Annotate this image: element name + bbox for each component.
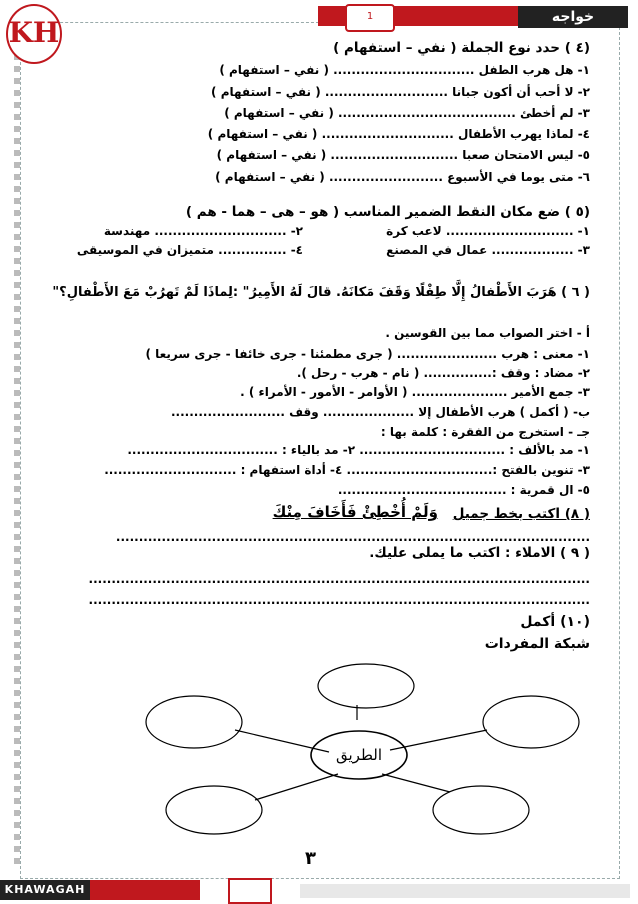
q6-a1: ١- معنى : هرب ...................... ( جرى مطمئنا - جرى خائفا - جرى سريعا ) (145, 347, 590, 361)
q4-title: (٤ ) حدد نوع الجملة ( نفي – استفهام ) (333, 40, 590, 56)
header-chip: 1 (345, 4, 395, 32)
q4-item: ٥- ليس الامتحان صعبا ............................ ( نفي – استفهام ) (216, 148, 590, 162)
q6-passage: ( ٦ ) هَرَبَ الأَطْفالُ إِلَّا طِفْلًا وَقَفَ مَكانَهُ. قالَ لَهُ الأَمِيرُ" :لِماذَا لَمْ تَهرُبْ مَعَ الأَطْفالِ؟" (52, 285, 590, 300)
brand-logo: KH (6, 4, 62, 64)
header-brand: خواجه (518, 6, 628, 28)
q6-a3: ٣- جمع الأمير ..................... ( الأوامر - الأمور - الأمراء ) . (240, 385, 590, 399)
q5-row2-right: ٣- .................. عمال في المصنع (386, 243, 590, 257)
q6-c1: ١- مد بالألف : ................................ ٢- مد بالياء : ................................. (127, 443, 590, 457)
web-bubble-top (318, 664, 414, 708)
q10-subtitle: شبكة المفردات (484, 636, 590, 652)
web-connector (235, 730, 329, 752)
q5-title: (٥ ) ضع مكان النقط الضمير المناسب ( هو – هى – هما - هم ) (185, 204, 590, 220)
q6-b: ب- ( أكمل ) هرب الأطفال إلا .................... وقف ......................... (171, 405, 590, 419)
web-bubble-right (483, 696, 579, 748)
footer-banner (90, 880, 200, 900)
footer-chip (228, 878, 272, 904)
q8-writing-line: ........................................................................................................ (115, 530, 590, 544)
q4-item: ٦- متى يوما في الأسبوع ......................... ( نفي – استفهام ) (215, 170, 590, 184)
q8-sentence: وَلَمْ أُخْطِئْ فَأَخَافَ مِنْكَ (272, 503, 438, 521)
q6-c2: ٣- تنوين بالفتح :................................ ٤- أداة استفهام : ............................. (104, 463, 590, 477)
q8-title: ( ٨) اكتب بخط جميل (452, 506, 590, 522)
q5-row1-right: ١- ............................ لاعب كرة (386, 224, 590, 238)
q6-c-title: جـ - استخرج من الفقرة : كلمة بها : (380, 425, 590, 439)
q6-c3: ٥- ال قمرية : ..................................... (337, 483, 590, 497)
web-bubble-bottom-right (433, 786, 529, 834)
q9-writing-line: .............................................................................................................. (88, 572, 590, 586)
web-connector (382, 774, 450, 792)
footer-strip (300, 884, 630, 898)
q10-title: (١٠) أكمل (520, 614, 590, 630)
q6-a2: ٢- مضاد : وقف :............... ( نام - هرب - رحل ). (296, 366, 590, 380)
q4-item: ١- هل هرب الطفل ............................... ( نفي – استفهام ) (219, 63, 590, 77)
web-bubble-left (146, 696, 242, 748)
q9-title: ( ٩ ) الاملاء : اكتب ما يملى عليك. (369, 545, 590, 561)
q6-a-title: أ - اختر الصواب مما بين القوسين . (385, 326, 590, 340)
web-bubble-bottom-left (166, 786, 262, 834)
web-center-word: الطريق (335, 746, 383, 764)
q5-row1-left: ٢- ............................. مهندسة (103, 224, 303, 238)
footer-brand: KHAWAGAH (0, 880, 90, 900)
q5-row2-left: ٤- ............... متميزان في الموسيقى (76, 243, 303, 257)
q9-writing-line: .............................................................................................................. (88, 593, 590, 607)
q4-item: ٣- لم أخطئ ....................................... ( نفي – استفهام ) (224, 106, 590, 120)
q4-item: ٤- لماذا يهرب الأطفال ............................. ( نفي – استفهام ) (207, 127, 590, 141)
web-connector (255, 774, 338, 800)
q4-item: ٢- لا أحب أن أكون جبانا ........................... ( نفي – استفهام ) (211, 85, 590, 99)
page-number: ٣ (305, 848, 316, 869)
